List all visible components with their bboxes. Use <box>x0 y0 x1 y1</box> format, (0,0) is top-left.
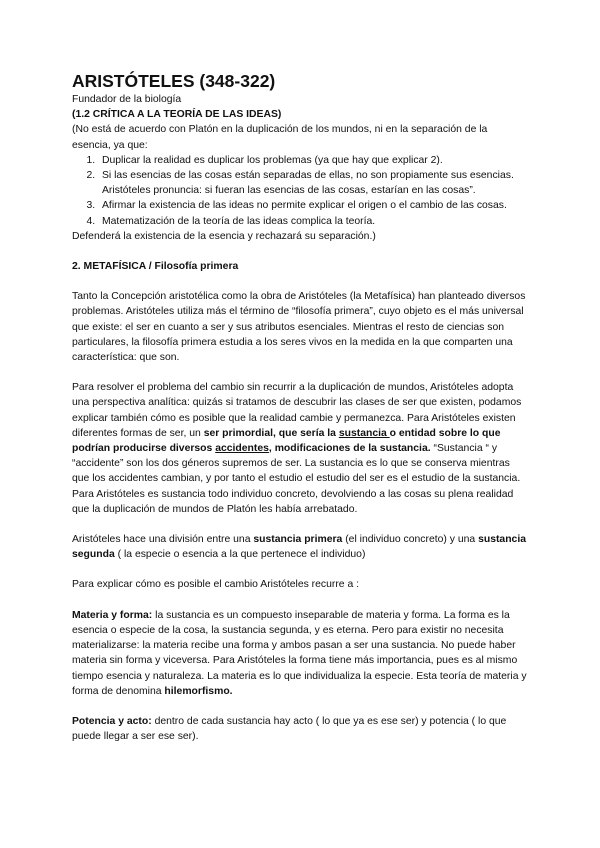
term-sustancia-primera: sustancia primera <box>253 534 343 546</box>
term-sustancia: sustancia <box>338 427 390 439</box>
text-run: “Sustancia “ y “accidente” son los dos géneros supremos de ser. La sustancia es lo que se conserva mientras que los accidentes cambian, y por tanto el estudio el estudio del ser es el estudio de la sustancia. Para Aristóteles es sustancia todo individuo concreto, devolviendo a las cosas su plena realidad que la duplicación de mundos de Platón les había arrebatado. <box>72 443 521 515</box>
term-potencia-acto: Potencia y acto: <box>72 715 152 727</box>
text-run: (el individuo concreto) y una <box>342 534 479 546</box>
section1-list <box>72 153 528 229</box>
term-materia-forma: Materia y forma: <box>72 609 153 621</box>
bold-run: , modificaciones de la sustancia. <box>268 443 431 455</box>
paragraph-materia-forma <box>72 608 528 699</box>
list-item: 3. Afirmar la existencia de las ideas no permite explicar el origen o el cambio de las cosas. <box>98 198 528 213</box>
paragraph-cambio: Para explicar cómo es posible el cambio Aristóteles recurre a : <box>72 579 360 591</box>
text-run: dentro de cada sustancia hay acto ( lo que ya es ese ser) y potencia ( lo que puede llegar a ser ese ser). <box>72 715 507 743</box>
term-accidentes: accidentes <box>215 443 269 455</box>
document-subtitle: Fundador de la biología <box>72 94 182 105</box>
document-body <box>72 70 528 744</box>
list-item: 4. Matematización de la teoría de las ideas complica la teoría. <box>98 214 528 229</box>
text-run: Para resolver el problema del cambio sin recurrir a la duplicación de mundos, Aristóteles adopta una perspectiva analítica: quizás si tratamos de descubrir las clases de ser que existen, podamos explicar también cómo es posible que la realidad cambie y permanezca. Para Aristóteles existen diferentes formas de ser, un <box>72 382 522 439</box>
document-title: ARISTÓTELES (348-322) <box>72 71 276 91</box>
term-hilemorfismo: hilemorfismo. <box>164 685 233 697</box>
bold-run: ser primordial, que sería la <box>203 427 339 439</box>
section1-conclusion: Defenderá la existencia de la esencia y rechazará su separación.) <box>72 230 376 242</box>
text-run: la sustancia es un compuesto inseparable de materia y forma. La forma es la esencia o especie de la cosa, la sustancia segunda, y es eterna. Pero para existir no necesita materializarse: la materia recibe una forma y ambos pasan a ser una sustancia. No puede haber materia sin forma y viceversa. Para Aristóteles la forma tiene más importancia, pues es al mismo tiempo esencia y naturaleza. La materia es lo que individualiza la especie. Esta teoría de materia y forma de denomina <box>72 609 527 697</box>
paragraph-filosofia-primera: Tanto la Concepción aristotélica como la obra de Aristóteles (la Metafísica) han planteado diversos problemas. Aristóteles utiliza más el término de “filosofía primera”, cuyo objeto es el más universal que existe: el ser en cuanto a ser y sus atributos esenciales. Mientras el resto de ciencias son particulares, la filosofía primera estudia a los seres vivos en la medida en la que comparten una característica: que son. <box>72 291 526 364</box>
paragraph-sustancia <box>72 380 528 517</box>
list-item: 2. Si las esencias de las cosas están separadas de ellas, no son propiamente sus esencias. Aristóteles pronuncia: si fueran las esencias de las cosas, estarían en las cosas”. <box>98 168 528 198</box>
paragraph-division-sustancia <box>72 532 528 562</box>
section1-intro: (No está de acuerdo con Platón en la duplicación de los mundos, ni en la separación de la esencia, ya que: <box>72 124 488 151</box>
bold-run: o entidad sobre lo que podrían producirse diversos <box>72 427 501 455</box>
section2-heading: 2. METAFÍSICA / Filosofía primera <box>72 261 239 273</box>
text-run: Aristóteles hace una división entre una <box>72 534 254 546</box>
text-run: ( la especie o esencia a la que pertenece el individuo) <box>114 549 366 561</box>
paragraph-potencia-acto <box>72 714 528 744</box>
list-item: 1. Duplicar la realidad es duplicar los problemas (ya que hay que explicar 2). <box>98 153 528 168</box>
term-sustancia-segunda: sustancia segunda <box>72 534 526 561</box>
section1-heading: (1.2 CRÍTICA A LA TEORÍA DE LAS IDEAS) <box>72 109 282 121</box>
